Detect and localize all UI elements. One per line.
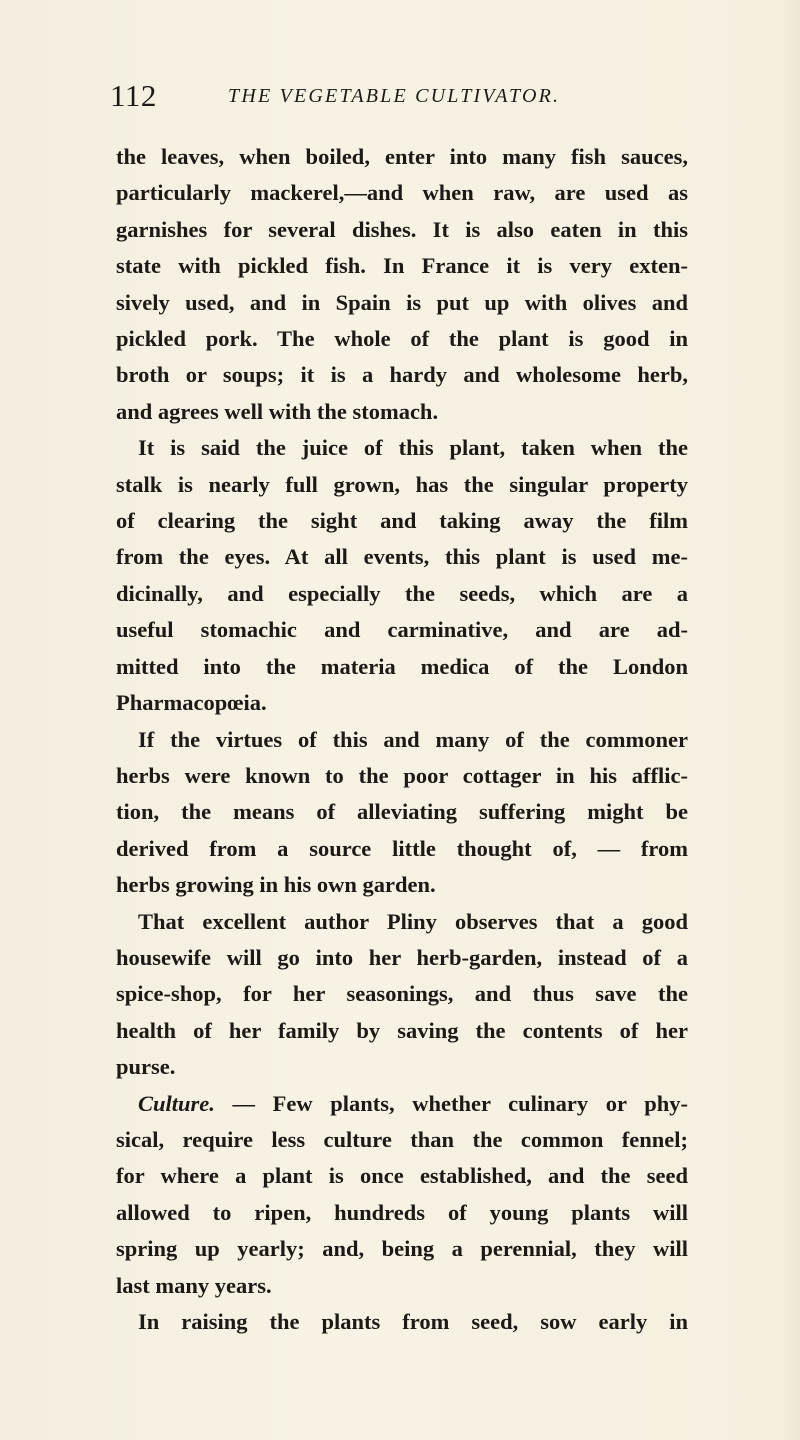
text-line: It is said the juice of this plant, taken when the	[138, 435, 688, 461]
body-text	[116, 139, 688, 1340]
text-line: sical, require less culture than the common fennel;	[116, 1126, 688, 1152]
text-line: last many years.	[116, 1272, 272, 1298]
text-line: health of her family by saving the contents of her	[116, 1017, 688, 1043]
text-line: derived from a source little thought of, — from	[116, 835, 688, 861]
text-line: tion, the means of alleviating suffering might be	[116, 799, 688, 825]
text-line: spring up yearly; and, being a perennial, they will	[116, 1236, 688, 1262]
text-line: That excellent author Pliny observes that a good	[138, 908, 688, 934]
text-line	[116, 1086, 688, 1122]
text-line: garnishes for several dishes. It is also eaten in this	[116, 216, 688, 242]
text-line: state with pickled fish. In France it is very exten-	[116, 253, 688, 279]
text-line: pickled pork. The whole of the plant is good in	[116, 326, 688, 352]
text-line: useful stomachic and carminative, and are ad-	[116, 617, 688, 643]
text-line: If the virtues of this and many of the commoner	[138, 726, 688, 752]
text-line-content: — Few plants, whether culinary or phy-	[214, 1090, 688, 1116]
page-header	[110, 78, 690, 118]
text-line: housewife will go into her herb-garden, instead of a	[116, 944, 688, 970]
text-line: dicinally, and especially the seeds, which are a	[116, 580, 688, 606]
text-line: and agrees well with the stomach.	[116, 398, 439, 424]
text-line: In raising the plants from seed, sow early in	[138, 1309, 688, 1334]
text-line: the leaves, when boiled, enter into many fish sauces,	[116, 144, 688, 169]
text-line: sively used, and in Spain is put up with olives and	[116, 289, 688, 315]
text-line: spice-shop, for her seasonings, and thus save the	[116, 981, 688, 1007]
text-line: herbs were known to the poor cottager in his afflic-	[116, 762, 688, 788]
text-line: Pharmacopœia.	[116, 690, 267, 716]
text-line: broth or soups; it is a hardy and wholesome herb,	[116, 362, 688, 388]
text-line: for where a plant is once established, and the seed	[116, 1163, 688, 1189]
text-line: particularly mackerel,—and when raw, are used as	[116, 180, 688, 206]
text-line: purse.	[116, 1054, 176, 1080]
text-line: allowed to ripen, hundreds of young plants will	[116, 1199, 688, 1225]
text-line: stalk is nearly full grown, has the singular property	[116, 471, 688, 497]
section-heading: Culture.	[138, 1090, 215, 1116]
text-line: from the eyes. At all events, this plant is used me-	[116, 544, 688, 570]
text-line: herbs growing in his own garden.	[116, 872, 436, 898]
running-head: THE VEGETABLE CULTIVATOR.	[228, 85, 561, 107]
page-number: 112	[110, 78, 157, 113]
page-edge-shadow	[782, 0, 800, 1440]
text-line: mitted into the materia medica of the London	[116, 653, 688, 679]
text-line: of clearing the sight and taking away the film	[116, 508, 688, 534]
